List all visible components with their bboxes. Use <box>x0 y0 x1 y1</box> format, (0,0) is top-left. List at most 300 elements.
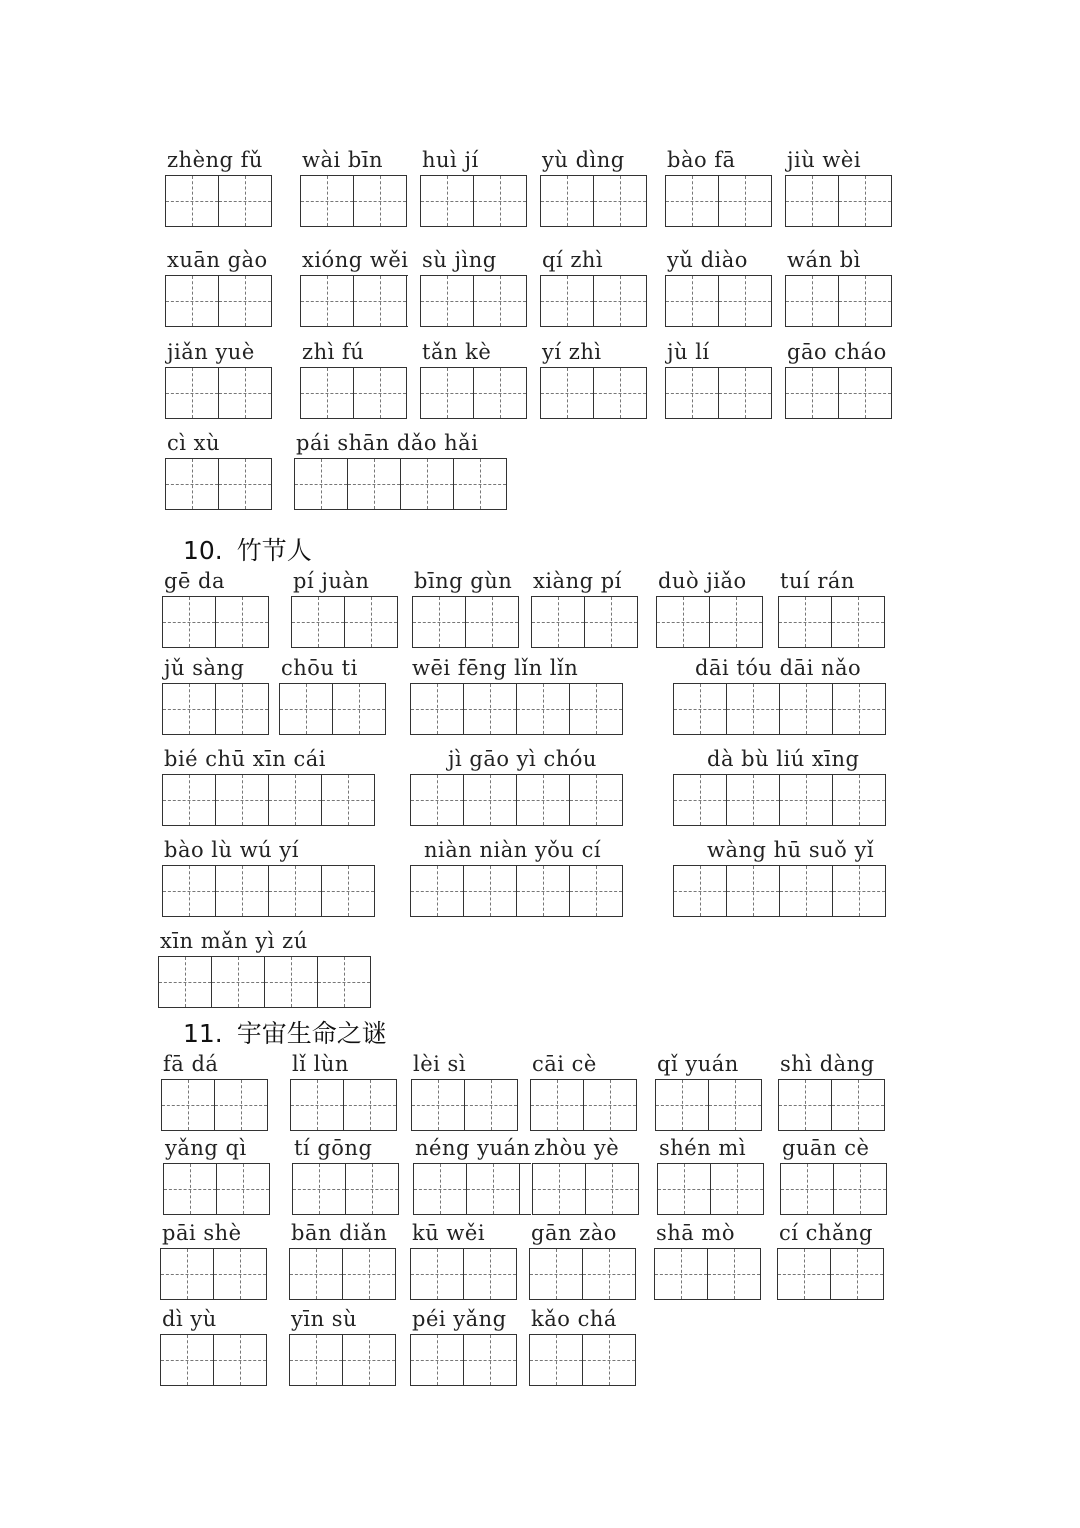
writing-grid[interactable] <box>161 1079 268 1131</box>
tianzige-cell[interactable] <box>833 866 886 916</box>
tianzige-cell[interactable] <box>269 866 322 916</box>
pinyin-label: cí chǎng <box>779 1221 873 1245</box>
tianzige-cell[interactable] <box>594 368 647 418</box>
pinyin-label: tuí rán <box>780 569 855 593</box>
pinyin-label: wàng hū suǒ yǐ <box>707 838 875 862</box>
tianzige-cell[interactable] <box>530 1249 583 1299</box>
tianzige-cell[interactable] <box>354 176 407 226</box>
tianzige-cell[interactable] <box>779 1080 832 1130</box>
tianzige-cell[interactable] <box>412 1080 465 1130</box>
tianzige-cell[interactable] <box>214 1335 267 1385</box>
pinyin-label: zhèng fǔ <box>167 148 263 172</box>
tianzige-cell[interactable] <box>533 1164 586 1214</box>
writing-grid[interactable] <box>665 367 772 419</box>
vocab-item <box>160 1304 267 1386</box>
vocab-item <box>532 1133 639 1215</box>
vocab-item <box>530 1049 637 1131</box>
tianzige-cell[interactable] <box>839 276 892 326</box>
tianzige-cell[interactable] <box>583 1335 636 1385</box>
tianzige-cell[interactable] <box>541 176 594 226</box>
tianzige-cell[interactable] <box>269 775 322 825</box>
tianzige-cell[interactable] <box>464 1335 517 1385</box>
vocab-item <box>413 1133 531 1215</box>
tianzige-cell[interactable] <box>570 775 623 825</box>
vocab-item <box>657 1133 764 1215</box>
writing-grid[interactable] <box>655 1079 762 1131</box>
tianzige-cell[interactable] <box>727 775 780 825</box>
tianzige-cell[interactable] <box>583 1249 636 1299</box>
tianzige-cell[interactable] <box>708 1249 761 1299</box>
pinyin-label: huì jí <box>422 148 479 172</box>
tianzige-cell[interactable] <box>421 368 474 418</box>
tianzige-cell[interactable] <box>354 276 407 326</box>
writing-grid[interactable] <box>540 175 647 227</box>
tianzige-cell[interactable] <box>295 459 348 509</box>
tianzige-cell[interactable] <box>217 1164 270 1214</box>
tianzige-cell[interactable] <box>517 684 570 734</box>
tianzige-cell[interactable] <box>657 597 710 647</box>
tianzige-cell[interactable] <box>570 684 623 734</box>
tianzige-cell[interactable] <box>343 1335 396 1385</box>
writing-grid[interactable] <box>420 367 527 419</box>
pinyin-label: kū wěi <box>412 1221 486 1245</box>
tianzige-cell[interactable] <box>570 866 623 916</box>
vocab-item <box>531 566 638 648</box>
writing-grid[interactable] <box>785 367 892 419</box>
writing-grid[interactable] <box>300 175 407 227</box>
vocab-item <box>654 1218 761 1300</box>
tianzige-cell[interactable] <box>466 597 519 647</box>
writing-grid[interactable] <box>665 275 772 327</box>
section-number: 10. <box>183 536 223 565</box>
tianzige-cell[interactable] <box>719 176 772 226</box>
tianzige-cell[interactable] <box>280 684 333 734</box>
pinyin-label: shì dàng <box>780 1052 875 1076</box>
tianzige-cell[interactable] <box>674 775 727 825</box>
tianzige-cell[interactable] <box>216 597 269 647</box>
tianzige-cell[interactable] <box>216 684 269 734</box>
writing-grid[interactable] <box>158 956 371 1008</box>
pinyin-label: bān diǎn <box>291 1221 388 1245</box>
tianzige-cell[interactable] <box>301 276 354 326</box>
tianzige-cell[interactable] <box>674 684 727 734</box>
pinyin-label: yǎng qì <box>165 1136 247 1160</box>
vocab-item <box>778 566 885 648</box>
tianzige-cell[interactable] <box>166 459 219 509</box>
tianzige-cell[interactable] <box>464 866 517 916</box>
tianzige-cell[interactable] <box>656 1080 709 1130</box>
tianzige-cell[interactable] <box>318 957 371 1007</box>
pinyin-label: yǔ diào <box>667 248 748 272</box>
tianzige-cell[interactable] <box>411 684 464 734</box>
pinyin-label: shén mì <box>659 1136 747 1160</box>
pinyin-label: wēi fēng lǐn lǐn <box>412 656 579 680</box>
tianzige-cell[interactable] <box>290 1249 343 1299</box>
pinyin-label: wài bīn <box>302 148 384 172</box>
writing-grid[interactable] <box>410 1248 517 1300</box>
pinyin-label: zhì fú <box>302 340 365 364</box>
pinyin-label: chōu ti <box>281 656 358 680</box>
writing-grid[interactable] <box>412 596 519 648</box>
writing-grid[interactable] <box>410 1334 517 1386</box>
writing-grid[interactable] <box>290 1079 397 1131</box>
writing-grid[interactable] <box>785 175 892 227</box>
tianzige-cell[interactable] <box>164 1164 217 1214</box>
pinyin-label: lèi sì <box>413 1052 467 1076</box>
tianzige-cell[interactable] <box>517 866 570 916</box>
pinyin-label: gān zào <box>531 1221 617 1245</box>
pinyin-label: dì yù <box>162 1307 217 1331</box>
writing-grid[interactable] <box>540 275 647 327</box>
tianzige-cell[interactable] <box>163 866 216 916</box>
writing-grid[interactable] <box>529 1334 636 1386</box>
pinyin-label: bào lù wú yí <box>164 838 299 862</box>
vocab-item <box>163 1133 270 1215</box>
pinyin-label: dà bù liú xīng <box>707 747 860 771</box>
tianzige-cell[interactable] <box>780 775 833 825</box>
tianzige-cell[interactable] <box>719 368 772 418</box>
writing-grid[interactable] <box>785 275 892 327</box>
tianzige-cell[interactable] <box>666 368 719 418</box>
tianzige-cell[interactable] <box>293 1164 346 1214</box>
tianzige-cell[interactable] <box>727 684 780 734</box>
writing-grid[interactable] <box>294 458 507 510</box>
tianzige-cell[interactable] <box>411 1335 464 1385</box>
tianzige-cell[interactable] <box>162 1080 215 1130</box>
tianzige-cell[interactable] <box>219 276 272 326</box>
vocab-item <box>673 653 886 735</box>
pinyin-label: sù jìng <box>422 248 497 272</box>
pinyin-label: dāi tóu dāi nǎo <box>695 656 862 680</box>
vocab-item <box>158 926 371 1008</box>
tianzige-cell[interactable] <box>541 368 594 418</box>
tianzige-cell[interactable] <box>161 1335 214 1385</box>
vocab-item <box>411 1049 518 1131</box>
tianzige-cell[interactable] <box>655 1249 708 1299</box>
tianzige-cell[interactable] <box>219 459 272 509</box>
pinyin-label: pái shān dǎo hǎi <box>296 431 479 455</box>
writing-grid[interactable] <box>160 1334 267 1386</box>
tianzige-cell[interactable] <box>778 1249 831 1299</box>
writing-grid[interactable] <box>289 1334 396 1386</box>
tianzige-cell[interactable] <box>727 866 780 916</box>
writing-grid[interactable] <box>529 1248 636 1300</box>
tianzige-cell[interactable] <box>411 1249 464 1299</box>
vocab-item <box>785 245 892 327</box>
tianzige-cell[interactable] <box>832 597 885 647</box>
vocab-item <box>778 1049 885 1131</box>
writing-grid[interactable] <box>780 1163 887 1215</box>
tianzige-cell[interactable] <box>291 1080 344 1130</box>
tianzige-cell[interactable] <box>348 459 401 509</box>
pinyin-label: jiǎn yuè <box>167 340 255 364</box>
writing-grid[interactable] <box>162 774 375 826</box>
tianzige-cell[interactable] <box>839 176 892 226</box>
writing-grid[interactable] <box>531 596 638 648</box>
writing-grid[interactable] <box>778 1079 885 1131</box>
tianzige-cell[interactable] <box>464 1249 517 1299</box>
tianzige-cell[interactable] <box>166 368 219 418</box>
writing-grid[interactable] <box>777 1248 884 1300</box>
pinyin-label: jiù wèi <box>787 148 862 172</box>
vocab-item <box>291 566 398 648</box>
tianzige-cell[interactable] <box>219 176 272 226</box>
pinyin-label: péi yǎng <box>412 1307 507 1331</box>
tianzige-cell[interactable] <box>219 368 272 418</box>
tianzige-cell[interactable] <box>831 1249 884 1299</box>
pinyin-label: pí juàn <box>293 569 370 593</box>
writing-grid[interactable] <box>656 596 763 648</box>
writing-grid[interactable] <box>289 1248 396 1300</box>
tianzige-cell[interactable] <box>584 1080 637 1130</box>
tianzige-cell[interactable] <box>265 957 318 1007</box>
tianzige-cell[interactable] <box>474 276 527 326</box>
pinyin-label: duò jiǎo <box>658 569 747 593</box>
vocab-item <box>290 1049 397 1131</box>
tianzige-cell[interactable] <box>530 1335 583 1385</box>
tianzige-cell[interactable] <box>594 176 647 226</box>
vocab-item <box>540 145 647 227</box>
tianzige-cell[interactable] <box>216 775 269 825</box>
tianzige-cell[interactable] <box>216 866 269 916</box>
tianzige-cell[interactable] <box>786 176 839 226</box>
tianzige-cell[interactable] <box>411 866 464 916</box>
vocab-item <box>161 1049 268 1131</box>
pinyin-label: wán bì <box>787 248 861 272</box>
writing-grid[interactable] <box>673 683 886 735</box>
vocab-item <box>777 1218 884 1300</box>
vocab-item <box>165 245 272 327</box>
tianzige-cell[interactable] <box>343 1249 396 1299</box>
pinyin-label: yù dìng <box>542 148 625 172</box>
vocab-item <box>665 145 772 227</box>
writing-grid[interactable] <box>165 175 272 227</box>
writing-grid[interactable] <box>530 1079 637 1131</box>
pinyin-label: qí zhì <box>542 248 604 272</box>
writing-grid[interactable] <box>165 275 272 327</box>
pinyin-label: cì xù <box>167 431 221 455</box>
tianzige-cell[interactable] <box>666 176 719 226</box>
vocab-item <box>165 428 272 510</box>
tianzige-cell[interactable] <box>674 866 727 916</box>
writing-grid[interactable] <box>292 1163 399 1215</box>
vocab-item <box>420 145 527 227</box>
vocab-item <box>656 566 763 648</box>
vocab-item <box>420 337 527 419</box>
pinyin-label: néng yuán <box>415 1136 531 1160</box>
tianzige-cell[interactable] <box>322 775 375 825</box>
tianzige-cell[interactable] <box>719 276 772 326</box>
writing-grid[interactable] <box>420 175 527 227</box>
pinyin-label: niàn niàn yǒu cí <box>424 838 602 862</box>
pinyin-label: yīn sù <box>291 1307 358 1331</box>
vocab-item <box>162 744 375 826</box>
vocab-item <box>410 653 623 735</box>
tianzige-cell[interactable] <box>658 1164 711 1214</box>
writing-grid[interactable] <box>291 596 398 648</box>
section-heading-11 <box>183 1014 387 1050</box>
pinyin-label: bié chū xīn cái <box>164 747 327 771</box>
writing-grid[interactable] <box>163 1163 270 1215</box>
writing-grid[interactable] <box>162 865 375 917</box>
section-title: 竹节人 <box>236 536 312 565</box>
tianzige-cell[interactable] <box>159 957 212 1007</box>
writing-grid[interactable] <box>654 1248 761 1300</box>
tianzige-cell[interactable] <box>839 368 892 418</box>
writing-grid[interactable] <box>673 774 886 826</box>
tianzige-cell[interactable] <box>301 368 354 418</box>
pinyin-label: cāi cè <box>532 1052 597 1076</box>
tianzige-cell[interactable] <box>531 1080 584 1130</box>
tianzige-cell[interactable] <box>215 1080 268 1130</box>
vocab-item <box>289 1218 396 1300</box>
tianzige-cell[interactable] <box>354 368 407 418</box>
pinyin-label: jǔ sàng <box>164 656 245 680</box>
tianzige-cell[interactable] <box>709 1080 762 1130</box>
tianzige-cell[interactable] <box>474 176 527 226</box>
writing-grid[interactable] <box>665 175 772 227</box>
pinyin-label: qǐ yuán <box>657 1052 739 1076</box>
vocab-item <box>160 1218 267 1300</box>
tianzige-cell[interactable] <box>411 775 464 825</box>
writing-grid[interactable] <box>162 683 269 735</box>
pinyin-label: yí zhì <box>542 340 602 364</box>
vocab-item <box>300 245 408 327</box>
tianzige-cell[interactable] <box>780 866 833 916</box>
tianzige-cell[interactable] <box>292 597 345 647</box>
tianzige-cell[interactable] <box>786 368 839 418</box>
tianzige-cell[interactable] <box>166 276 219 326</box>
tianzige-cell[interactable] <box>333 684 386 734</box>
tianzige-cell[interactable] <box>786 276 839 326</box>
tianzige-cell[interactable] <box>344 1080 397 1130</box>
vocab-item <box>410 1218 517 1300</box>
tianzige-cell[interactable] <box>781 1164 834 1214</box>
pinyin-label: pāi shè <box>162 1221 242 1245</box>
tianzige-cell[interactable] <box>474 368 527 418</box>
tianzige-cell[interactable] <box>517 775 570 825</box>
pinyin-label: xiàng pí <box>533 569 622 593</box>
tianzige-cell[interactable] <box>532 597 585 647</box>
tianzige-cell[interactable] <box>711 1164 764 1214</box>
vocab-item <box>279 653 386 735</box>
tianzige-cell[interactable] <box>467 1164 520 1214</box>
tianzige-cell[interactable] <box>345 597 398 647</box>
writing-grid[interactable] <box>165 367 272 419</box>
tianzige-cell[interactable] <box>710 597 763 647</box>
tianzige-cell[interactable] <box>346 1164 399 1214</box>
tianzige-cell[interactable] <box>322 866 375 916</box>
tianzige-cell[interactable] <box>290 1335 343 1385</box>
vocab-item <box>410 1304 517 1386</box>
section-title: 宇宙生命之谜 <box>236 1019 387 1048</box>
tianzige-cell[interactable] <box>833 775 886 825</box>
writing-grid[interactable] <box>410 683 623 735</box>
tianzige-cell[interactable] <box>163 775 216 825</box>
writing-grid[interactable] <box>162 596 269 648</box>
writing-grid[interactable] <box>160 1248 267 1300</box>
vocab-item <box>410 835 623 917</box>
writing-grid[interactable] <box>778 596 885 648</box>
writing-grid[interactable] <box>410 865 623 917</box>
writing-grid[interactable] <box>532 1163 639 1215</box>
writing-grid[interactable] <box>300 275 408 327</box>
tianzige-cell[interactable] <box>464 775 517 825</box>
tianzige-cell[interactable] <box>421 176 474 226</box>
vocab-item <box>540 245 647 327</box>
writing-grid[interactable] <box>279 683 386 735</box>
pinyin-label: tǎn kè <box>422 340 492 364</box>
vocab-item <box>292 1133 399 1215</box>
vocab-item <box>529 1304 636 1386</box>
tianzige-cell[interactable] <box>594 276 647 326</box>
pinyin-label: xióng wěi <box>302 248 409 272</box>
tianzige-cell[interactable] <box>301 176 354 226</box>
tianzige-cell[interactable] <box>414 1164 467 1214</box>
tianzige-cell[interactable] <box>834 1164 887 1214</box>
tianzige-cell[interactable] <box>166 176 219 226</box>
tianzige-cell[interactable] <box>586 1164 639 1214</box>
tianzige-cell[interactable] <box>464 684 517 734</box>
tianzige-cell[interactable] <box>161 1249 214 1299</box>
pinyin-label: gē da <box>164 569 226 593</box>
tianzige-cell[interactable] <box>413 597 466 647</box>
vocab-item <box>655 1049 762 1131</box>
writing-grid[interactable] <box>300 367 407 419</box>
vocab-item <box>300 145 407 227</box>
pinyin-label: zhòu yè <box>534 1136 620 1160</box>
tianzige-cell[interactable] <box>421 276 474 326</box>
vocab-item <box>420 245 527 327</box>
tianzige-cell[interactable] <box>163 684 216 734</box>
vocab-item <box>294 428 507 510</box>
tianzige-cell[interactable] <box>454 459 507 509</box>
vocab-item <box>785 337 892 419</box>
pinyin-label: xuān gào <box>167 248 268 272</box>
vocab-item <box>162 653 269 735</box>
writing-grid[interactable] <box>165 458 272 510</box>
writing-grid[interactable] <box>673 865 886 917</box>
writing-grid[interactable] <box>657 1163 764 1215</box>
tianzige-cell[interactable] <box>465 1080 518 1130</box>
vocab-item <box>165 145 272 227</box>
section-heading-10 <box>183 531 312 567</box>
tianzige-cell[interactable] <box>541 276 594 326</box>
tianzige-cell[interactable] <box>585 597 638 647</box>
pinyin-label: bīng gùn <box>414 569 513 593</box>
tianzige-cell[interactable] <box>401 459 454 509</box>
writing-grid[interactable] <box>410 774 623 826</box>
tianzige-cell[interactable] <box>779 597 832 647</box>
tianzige-cell[interactable] <box>833 684 886 734</box>
writing-grid[interactable] <box>540 367 647 419</box>
tianzige-cell[interactable] <box>832 1080 885 1130</box>
vocab-item <box>300 337 407 419</box>
tianzige-cell[interactable] <box>666 276 719 326</box>
vocab-item <box>165 337 272 419</box>
tianzige-cell[interactable] <box>212 957 265 1007</box>
writing-grid[interactable] <box>411 1079 518 1131</box>
writing-grid[interactable] <box>420 275 527 327</box>
pinyin-label: tí gōng <box>294 1136 373 1160</box>
pinyin-label: gāo cháo <box>787 340 887 364</box>
tianzige-cell[interactable] <box>780 684 833 734</box>
writing-grid[interactable] <box>413 1163 531 1215</box>
pinyin-label: shā mò <box>656 1221 736 1245</box>
vocab-item <box>529 1218 636 1300</box>
tianzige-cell[interactable] <box>163 597 216 647</box>
tianzige-cell[interactable] <box>214 1249 267 1299</box>
